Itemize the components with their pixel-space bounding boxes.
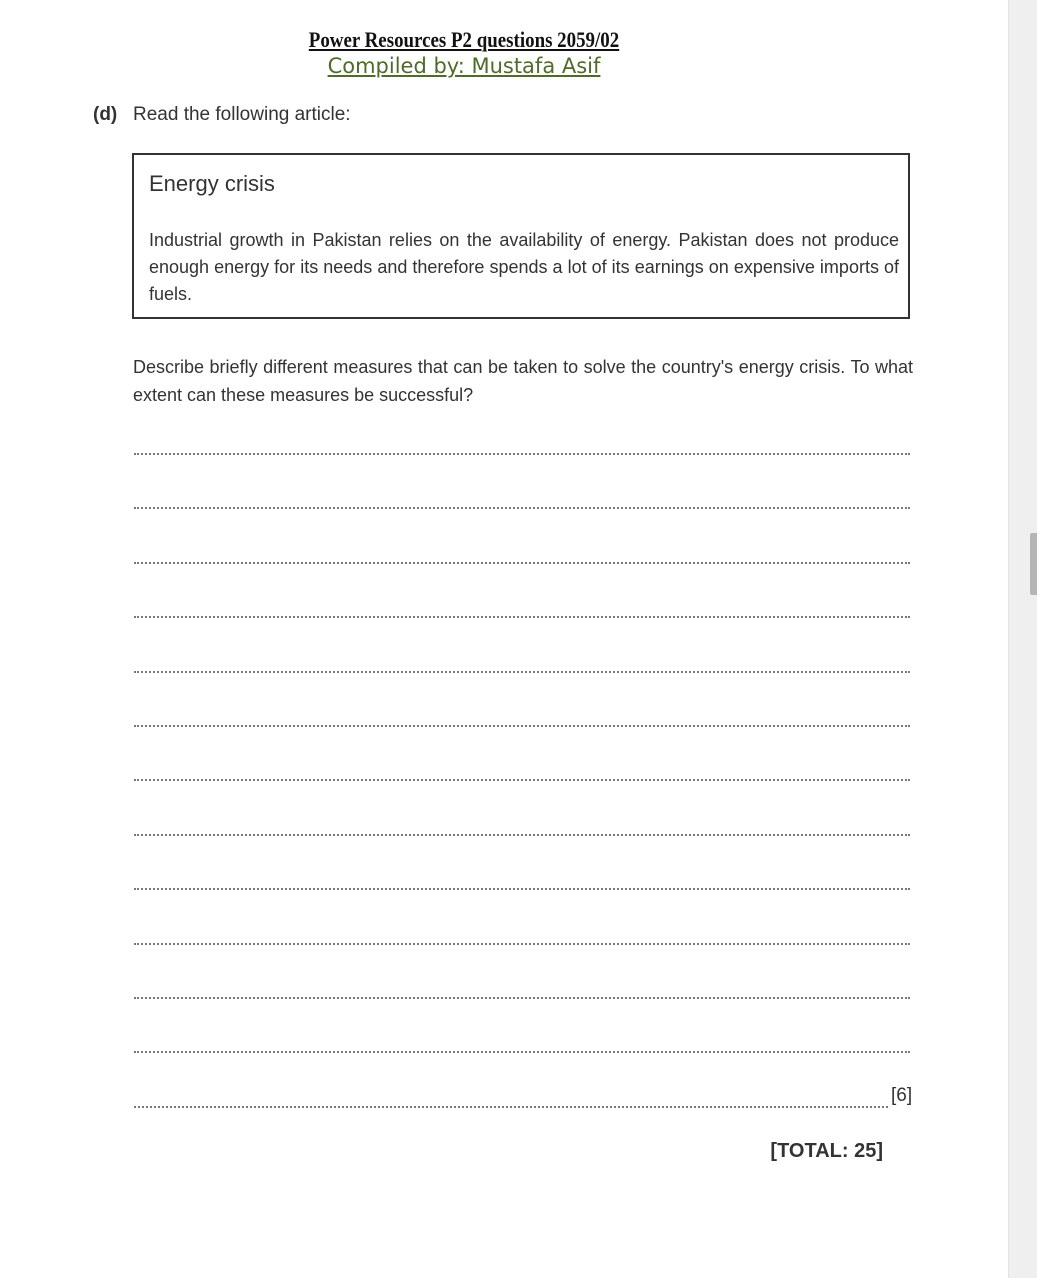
- scrollbar-thumb[interactable]: [1030, 533, 1037, 595]
- question-intro: Read the following article:: [133, 104, 351, 125]
- question-prompt: Describe briefly different measures that can be taken to solve the country's energy crisis. To what extent can these measures be successful?: [133, 357, 913, 405]
- article-title: Energy crisis: [149, 171, 275, 196]
- question-label: (d): [93, 104, 118, 125]
- answer-line: [134, 1106, 888, 1108]
- total-marks: [TOTAL: 25]: [770, 1140, 883, 1162]
- answer-line: [134, 834, 910, 836]
- vertical-scrollbar[interactable]: [1008, 0, 1037, 1278]
- answer-line: [134, 507, 910, 509]
- article-box: [132, 153, 910, 319]
- answer-line: [134, 779, 910, 781]
- answer-line: [134, 616, 910, 618]
- answer-line: [134, 562, 910, 564]
- answer-line: [134, 453, 910, 455]
- answer-line: [134, 725, 910, 727]
- answer-line: [134, 888, 910, 890]
- answer-line: [134, 997, 910, 999]
- answer-line: [134, 943, 910, 945]
- document-title: Power Resources P2 questions 2059/02: [308, 27, 620, 52]
- answer-line: [134, 1051, 910, 1053]
- answer-line: [134, 671, 910, 673]
- compiled-by: Compiled by: Mustafa Asif: [327, 54, 601, 78]
- marks-label: [6]: [891, 1085, 913, 1106]
- article-body: Industrial growth in Pakistan relies on the availability of energy. Pakistan does not produce enough energy for its needs and therefore spends a lot of its earnings on expensive imports of fuels.: [149, 230, 899, 304]
